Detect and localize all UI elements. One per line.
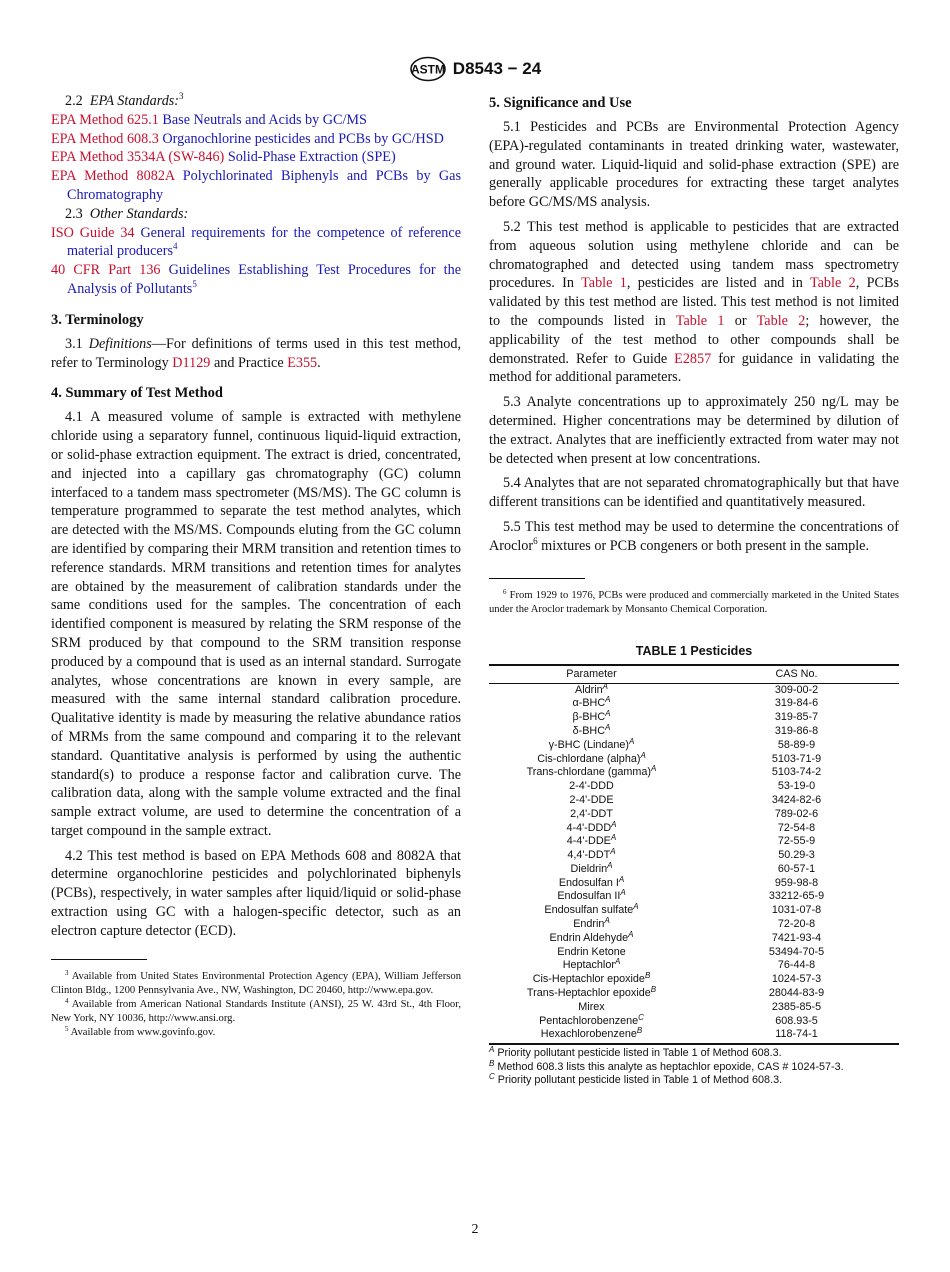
cell-cas: 959-98-8 [774, 876, 819, 889]
table-row [489, 822, 899, 836]
astm-logo-icon [409, 56, 447, 82]
cell-cas: 72-20-8 [777, 918, 816, 931]
paragraph-4-1: 4.1 A measured volume of sample is extracted with methylene chloride using a separatory funnel, continuous liquid-liquid extraction, or solid-phase extraction equipment. The extract is dried, concentrated, and injected into a capillary gas chromatography (GC) column interfaced to a tandem mass spectrometer (MS/MS). The GC column is temperature programmed to separate the test method analytes, which are detected with the MS/MS. Compounds eluting from the GC column are identified by comparing their MRM transition and retention times to reference standards. MRM transitions and retention times for analytes are obtained by the measurement of calibration standards under the same conditions used for the samples. The concentration of each identified component is measured by relating the SRM response of the SRM produced by that compound to the SRM transition response produced by a compound that is used as an internal standard. Surrogate analytes, whose concentrations are known in every sample, are measured with the same internal standard calibration procedure. Qualitative identity is made by measuring the relative abundance ratios of MRMs from the same compound and comparing it to the relevant standard. Quantitative analysis is performed by using the authentic standard(s) to produce a response factor and calibration curve. The calibration data, along with the sample volume extracted and the final sample extract volume, are used to determine the concentration of a target compound in the sample extract. [51, 409, 461, 839]
table-row [489, 753, 899, 767]
column-header-parameter: Parameter [489, 665, 694, 684]
link-table-2[interactable]: Table 2 [809, 275, 856, 292]
cell-parameter: Mirex [578, 1000, 605, 1013]
section-2-2: 2.2 EPA Standards:$^3$ [65, 91, 184, 109]
cell-parameter: 2-4'-DDD [569, 780, 614, 793]
ref-code-link[interactable]: 40 CFR Part 136 [51, 262, 161, 279]
table-row [489, 959, 899, 973]
cell-parameter: Endrin$^A$ [573, 916, 610, 931]
table-row [489, 973, 899, 987]
link-table-2[interactable]: Table 2 [756, 312, 806, 329]
cell-parameter: $\delta-BHC^A$ [572, 722, 611, 737]
cell-parameter: Endrin Ketone [557, 945, 626, 958]
cell-cas: 319-85-7 [774, 711, 819, 724]
table-title: TABLE 1 Pesticides [635, 643, 753, 658]
cell-cas: 76-44-8 [777, 959, 816, 972]
ref-epa-8082a[interactable]: EPA Method 8082A Polychlorinated Biphenyls and PCBs by Gas Chromatography [51, 168, 461, 203]
ref-epa-608[interactable]: EPA Method 608.3 Organochlorine pesticides and PCBs by GC/HSD [51, 130, 444, 147]
cell-parameter: Heptachlor$^A$ [562, 957, 621, 972]
cell-cas: 2385-85-5 [771, 1000, 822, 1013]
cell-parameter: Trans-Heptachlor epoxide$^B$ [526, 985, 657, 1000]
footnote-5: $^5$ Available from www.govinfo.gov. [65, 1024, 216, 1038]
cell-cas: 118-74-1 [694, 1028, 899, 1044]
paragraph-3-1: 3.1 Definitions—For definitions of terms used in this test method, refer to Terminology D1129 and Practice E355. [51, 335, 462, 371]
cell-parameter: 2,4'-DDT [570, 807, 613, 820]
cell-cas: 58-89-9 [777, 738, 816, 751]
right-column [489, 92, 899, 1088]
cell-parameter: Endrin Aldehyde$^A$ [549, 929, 634, 944]
table-row [489, 697, 899, 711]
ref-code-link[interactable]: EPA Method 3534A (SW-846) [51, 149, 225, 166]
table-footnote-b: $^B$ Method 608.3 lists this analyte as heptachlor epoxide, CAS # 1024-57-3. [489, 1058, 844, 1073]
table-row [489, 808, 899, 822]
cell-parameter: Cis-Heptachlor epoxide$^B$ [532, 971, 651, 986]
table-row [489, 780, 899, 794]
link-table-1[interactable]: Table 1 [675, 312, 725, 329]
cell-cas: 3424-82-6 [771, 793, 822, 806]
table-row [489, 877, 899, 891]
cell-cas: 5103-74-2 [771, 766, 822, 779]
cell-parameter: $\beta-BHC^A$ [572, 709, 611, 724]
document-id: D8543 − 24 [452, 59, 542, 78]
cell-cas: 5103-71-9 [771, 752, 822, 765]
cell-cas: 1031-07-8 [771, 904, 822, 917]
link-e355[interactable]: E355 [287, 354, 318, 371]
table-row [489, 739, 899, 753]
table-row [489, 918, 899, 932]
cell-cas: 53-19-0 [777, 780, 816, 793]
table-row [489, 863, 899, 877]
paragraph-5-3: 5.3 Analyte concentrations up to approximately 250 ng/L may be determined. Higher concentrations may be determined by dilution of the extract. Analytes that are inefficiently extracted from water may not be detected when present at low concentrations. [489, 394, 899, 467]
cell-parameter: $4-4'-DDD^A$ [566, 819, 617, 834]
page-header [0, 56, 950, 82]
cell-parameter: 2-4'-DDE [569, 793, 614, 806]
ref-code-link[interactable]: EPA Method 625.1 [51, 111, 159, 128]
table-row [489, 1028, 899, 1044]
heading-significance: 5. Significance and Use [489, 95, 632, 111]
footnote-4: $^4$ Available from American National Standards Institute (ANSI), 25 W. 43rd St., 4th Floor, New York, NY 10036, http://www.ansi.org. [51, 996, 461, 1024]
ref-epa-625[interactable]: EPA Method 625.1 Base Neutrals and Acids by GC/MS [51, 111, 367, 128]
footnote-divider [489, 578, 585, 579]
table-row [489, 987, 899, 1001]
table-footnote-a: $^A$ Priority pollutant pesticide listed in Table 1 of Method 608.3. [489, 1045, 782, 1060]
cell-cas: 608.93-5 [775, 1014, 818, 1027]
cell-parameter: Pentachlorobenzene$^C$ [539, 1012, 644, 1027]
cell-parameter: $4-4'-DDE^A$ [566, 833, 617, 848]
table-row [489, 766, 899, 780]
left-column [51, 92, 461, 1040]
heading-summary: 4. Summary of Test Method [51, 385, 223, 402]
section-2-3: 2.3 Other Standards: [65, 205, 189, 222]
cell-cas: 72-54-8 [777, 821, 816, 834]
cell-parameter: Aldrin$^A$ [575, 681, 608, 696]
table-row [489, 932, 899, 946]
cell-parameter: Cis-chlordane (alpha)$^A$ [537, 750, 646, 765]
page-number: 2 [471, 1222, 479, 1237]
paragraph-5-4: 5.4 Analytes that are not separated chromatographically but that have different transitions can be identified and quantitatively measured. [489, 475, 899, 511]
cell-cas: 319-86-8 [774, 724, 819, 737]
cell-cas: 28044-83-9 [768, 987, 825, 1000]
table-row [489, 711, 899, 725]
table-row [489, 835, 899, 849]
cell-cas: 7421-93-4 [771, 931, 822, 944]
cell-cas: 60-57-1 [777, 862, 816, 875]
paragraph-5-1: 5.1 Pesticides and PCBs are Environmental Protection Agency (EPA)-regulated contaminants in treated drinking water, wastewater, and ground water. Liquid-liquid and solid-phase extraction (SPE) are generally applicable procedures for extracting these target analytes before GC/MS/MS analysis. [489, 119, 899, 211]
paragraph-5-5: 5.5 This test method may be used to determine the concentrations of Aroclor$^6$ mixtures or PCB congeners or both present in the sample. [489, 518, 899, 554]
ref-code-link[interactable]: EPA Method 608.3 [51, 130, 159, 147]
ref-40-cfr-136[interactable]: 40 CFR Part 136 Guidelines Establishing Test Procedures for the Analysis of Pollutants$^5$ [51, 262, 462, 297]
link-d1129[interactable]: D1129 [172, 354, 211, 371]
ref-epa-3534a[interactable]: EPA Method 3534A (SW-846) Solid-Phase Extraction (SPE) [51, 149, 396, 166]
pesticides-table [489, 664, 899, 1046]
cell-parameter: Endosulfan $I^A$ [558, 874, 625, 889]
heading-terminology: 3. Terminology [51, 311, 144, 328]
cell-cas: 50.29-3 [778, 849, 815, 862]
paragraph-5-2: 5.2 This test method is applicable to pesticides that are extracted from aqueous solution using methylene chloride and can be chromatographed and detected using tandem mass spectrometry procedures. In Table 1, pesticides are listed and in Table 2, PCBs validated by this test method are listed. This test method is not limited to the compounds listed in Table 1 or Table 2; however, the applicability of the test method to other compounds shall be demonstrated. Refer to Guide E2857 for guidance in validating the method for additional parameters. [489, 218, 900, 386]
cell-cas: 789-02-6 [774, 807, 819, 820]
cell-parameter: Trans-chlordane (gamma)$^A$ [526, 764, 657, 779]
table-row [489, 890, 899, 904]
cell-cas: 319-84-6 [774, 697, 819, 710]
cell-cas: 53494-70-5 [768, 945, 825, 958]
cell-parameter: Endosulfan $II^A$ [557, 888, 626, 903]
cell-cas: 1024-57-3 [771, 973, 822, 986]
table-row [489, 1015, 899, 1029]
column-header-cas: CAS No. [694, 665, 899, 684]
footnote-divider [51, 959, 147, 960]
table-row [489, 725, 899, 739]
cell-parameter: $4,4'-DDT^A$ [567, 847, 616, 862]
cell-cas: 309-00-2 [774, 683, 819, 696]
table-row [489, 946, 899, 960]
cell-parameter: $\alpha-BHC^A$ [572, 695, 611, 710]
cell-parameter: Dieldrin$^A$ [570, 860, 613, 875]
table-row [489, 849, 899, 863]
table-row [489, 683, 899, 697]
table-row [489, 904, 899, 918]
cell-cas: 72-55-9 [777, 835, 816, 848]
ref-iso-guide-34[interactable]: ISO Guide 34 General requirements for the competence of reference material producers$^4$ [51, 224, 461, 260]
footnote-3: $^3$ Available from United States Environmental Protection Agency (EPA), William Jefferson Clinton Bldg., 1200 Pennsylvania Ave., NW, Washington, DC 20460, http://www.epa.gov. [51, 968, 461, 996]
footnote-6: $^6$ From 1929 to 1976, PCBs were produced and commercially marketed in the United States under the Aroclor trademark by Monsanto Chemical Corporation. [489, 587, 899, 615]
paragraph-4-2: 4.2 This test method is based on EPA Methods 608 and 8082A that determine organochlorine pesticides and polychlorinated biphenyls (PCBs), respectively, in water samples after liquid/liquid or solid-phase extraction using GC with a halogen-specific detector, such as an electron capture detector (ECD). [51, 847, 461, 939]
svg-text:ASTM: ASTM [410, 62, 445, 77]
cell-cas: 33212-65-9 [768, 890, 825, 903]
ref-code-link[interactable]: EPA Method 8082A [51, 168, 175, 185]
cell-parameter: γ-BHC (Lindane)$^A$ [548, 736, 635, 751]
table-row [489, 794, 899, 808]
table-1-pesticides [489, 643, 899, 1088]
table-footnote-c: $^C$ Priority pollutant pesticide listed in Table 1 of Method 608.3. [489, 1072, 783, 1087]
cell-parameter: Hexachlorobenzene$^B$ [489, 1028, 694, 1044]
link-e2857[interactable]: E2857 [674, 350, 712, 367]
table-row [489, 1001, 899, 1015]
cell-parameter: Endosulfan sulfate$^A$ [544, 902, 639, 917]
link-table-1[interactable]: Table 1 [581, 275, 627, 292]
ref-code-link[interactable]: ISO Guide 34 [51, 224, 135, 241]
